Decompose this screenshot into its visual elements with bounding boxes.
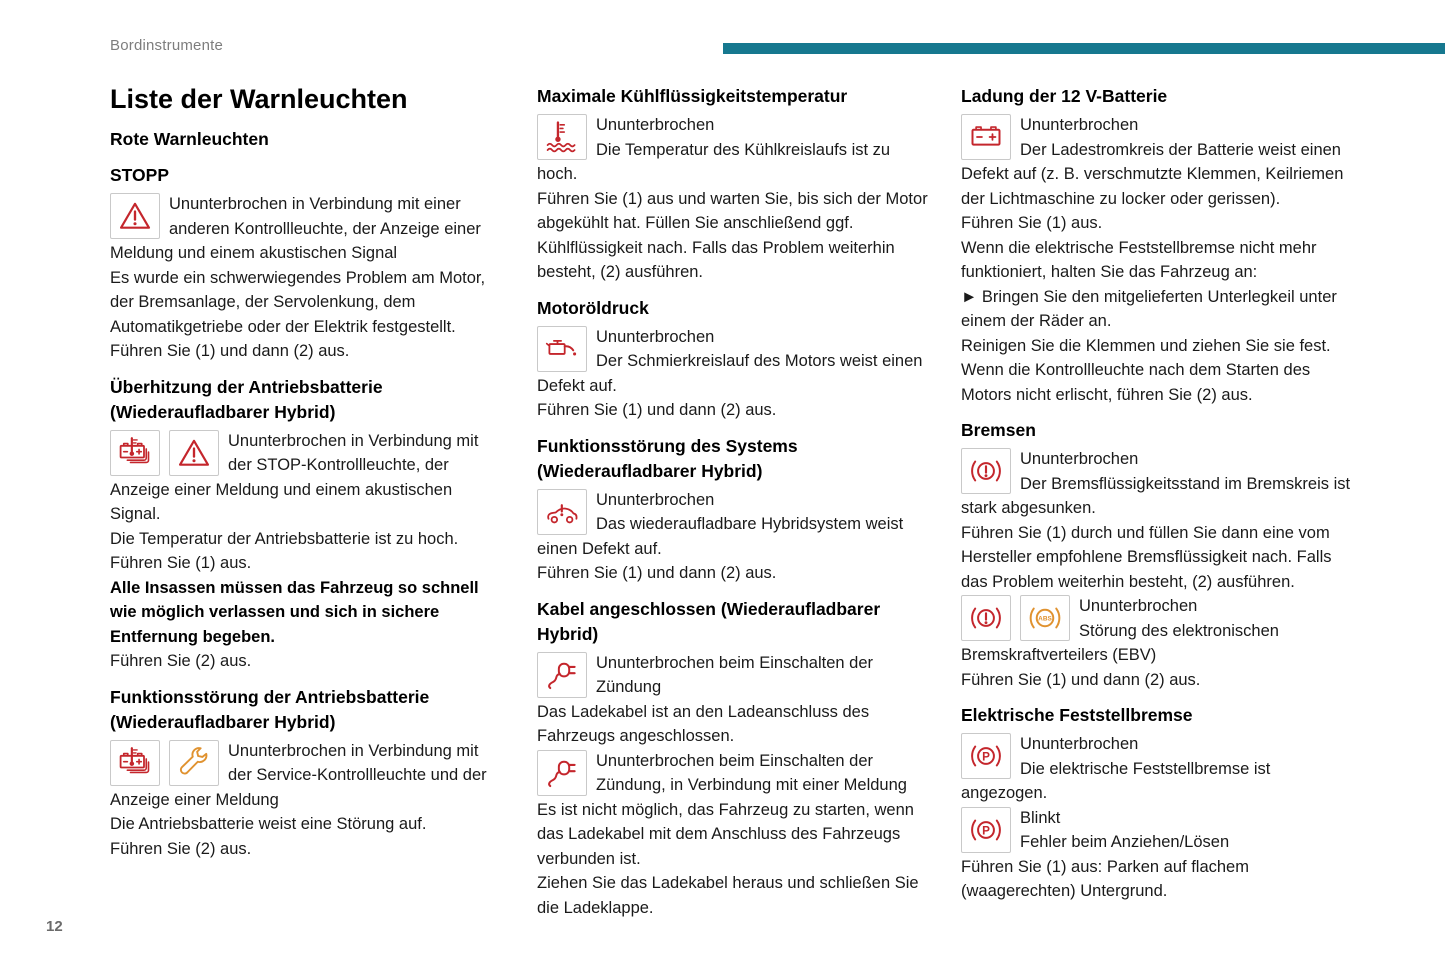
indicator-icon-box [1020,595,1070,641]
indicator-block [961,447,1355,594]
warning-section-heading: Ladung der 12 V-Batterie [961,86,1168,106]
indicator-paragraph: Ununterbrochen in Verbindung mit der STOP-Kontrollleuchte, der Anzeige einer Meldung und einem akustischen Signal. [110,431,479,523]
indicator-paragraph: Alle Insassen müssen das Fahrzeug so schnell wie möglich verlassen und sich in sichere Entfernung begeben. [110,578,479,646]
column-3 [961,84,1355,904]
indicator-paragraph: Führen Sie (1) durch und füllen Sie dann eine vom Hersteller empfohlene Bremsflüssigkeit nach. Falls das Problem weiterhin besteht, (2) ausführen. [961,523,1332,591]
battery-charge-icon [968,119,1004,155]
page-number: 12 [46,918,63,935]
indicator-paragraph: Ununterbrochen [1020,450,1139,468]
indicator-icon-box [537,750,587,796]
abs-icon [1027,600,1063,636]
warning-section-heading: Überhitzung der Antriebsbatterie (Wiederaufladbarer Hybrid) [110,376,383,422]
indicator-paragraph: Ziehen Sie das Ladekabel heraus und schließen Sie die Ladeklappe. [537,874,919,917]
warning-section-heading: Bremsen [961,420,1036,440]
indicator-paragraph: Die Temperatur des Kühlkreislaufs ist zu hoch. [537,140,891,183]
warning-section-heading: Kabel angeschlossen (Wiederaufladbarer Hybrid) [537,598,881,644]
warning-section-heading: Elektrische Feststellbremse [961,705,1193,725]
indicator-paragraph: Wenn die elektrische Feststellbremse nicht mehr funktioniert, halten Sie das Fahrzeug an: [961,238,1317,281]
content-columns [110,84,1355,920]
indicator-paragraph: Reinigen Sie die Klemmen und ziehen Sie sie fest. [961,336,1331,355]
indicator-paragraph: Blinkt [1020,808,1061,827]
indicator-icon-box [961,733,1011,779]
indicator-paragraph: Die Antriebsbatterie weist eine Störung auf. [110,815,427,833]
indicator-paragraph: Führen Sie (1) aus und warten Sie, bis sich der Motor abgekühlt hat. Füllen Sie anschließend ggf. Kühlflüssigkeit nach. Falls das Problem weiterhin besteht, (2) ausführen. [537,189,928,281]
column-1 [110,84,495,861]
indicator-block [537,325,933,423]
indicator-paragraph: Das wiederaufladbare Hybridsystem weist einen Defekt auf. [537,515,904,558]
indicator-paragraph: Führen Sie (2) aus. [110,839,252,858]
brake-warning-icon [968,600,1004,636]
indicator-icon-box [961,114,1011,160]
indicator-paragraph: Störung des elektronischen Bremskraftverteilers (EBV) [961,621,1279,664]
indicator-block [961,113,1355,407]
indicator-icon-box [110,430,160,476]
svg-text:P: P [982,750,990,764]
indicator-paragraph: Ununterbrochen [596,327,715,346]
column-2-sections [537,84,933,920]
indicator-paragraph: Ununterbrochen in Verbindung mit einer anderen Kontrollleuchte, der Anzeige einer Meldung und einem akustischen Signal [110,195,481,262]
section-subtitle: Rote Warnleuchten [110,129,269,149]
indicator-icon-box [537,489,587,535]
indicator-paragraph: Ununterbrochen [596,116,715,134]
indicator-icon-box [169,740,219,786]
column-2 [537,84,933,920]
brake-warning-icon [968,453,1004,489]
indicator-paragraph: Führen Sie (1) und dann (2) aus. [537,564,777,582]
coolant-temperature-icon [544,119,580,155]
column-1-sections [110,163,495,861]
svg-text:P: P [982,823,990,837]
indicator-block [961,732,1355,806]
indicator-icon-box [110,193,160,239]
svg-text:ABS: ABS [1038,615,1052,623]
indicator-icon-box [961,595,1011,641]
indicator-paragraph: Der Schmierkreislauf des Motors weist einen Defekt auf. [537,352,923,395]
indicator-paragraph: Die Temperatur der Antriebsbatterie ist zu hoch. [110,529,459,548]
indicator-paragraph: Führen Sie (1) und dann (2) aus. [961,670,1201,689]
indicator-icon-box [537,114,587,160]
indicator-paragraph: Ununterbrochen beim Einschalten der Zündung, in Verbindung mit einer Meldung [596,751,907,794]
indicator-block [961,594,1355,692]
warning-section-heading: Maximale Kühlflüssigkeitstemperatur [537,86,848,106]
indicator-paragraph: Der Bremsflüssigkeitsstand im Bremskreis ist stark abgesunken. [961,474,1351,517]
indicator-block [110,739,495,862]
indicator-paragraph: Führen Sie (1) aus. [961,214,1103,232]
parking-brake-icon [968,812,1004,848]
indicator-paragraph: Es wurde ein schwerwiegendes Problem am Motor, der Bremsanlage, der Servolenkung, dem Automatikgetriebe oder der Elektrik festgestellt. [110,268,486,336]
page-title: Liste der Warnleuchten [110,84,408,114]
indicator-paragraph: Ununterbrochen [1020,116,1139,134]
indicator-block [537,749,933,921]
indicator-icon-box [961,807,1011,853]
indicator-paragraph: Wenn die Kontrollleuchte nach dem Starten des Motors nicht erlischt, führen Sie (2) aus. [961,361,1311,404]
warning-section-heading: STOPP [110,165,170,185]
indicator-paragraph: Die elektrische Feststellbremse ist angezogen. [961,759,1271,802]
breadcrumb: Bordinstrumente [110,37,224,54]
indicator-paragraph: Der Ladestromkreis der Batterie weist einen Defekt auf (z. B. verschmutzte Klemmen, Keilriemen der Lichtmaschine zu locker oder gerissen). [961,140,1344,208]
indicator-block [537,113,933,285]
warning-triangle-icon [117,198,153,234]
indicator-block [537,651,933,749]
charging-cable-icon [544,657,580,693]
indicator-block [110,192,495,364]
warning-section-heading: Motoröldruck [537,297,649,318]
parking-brake-icon [968,738,1004,774]
indicator-block [110,429,495,674]
indicator-icon-box [110,740,160,786]
traction-battery-temperature-icon [117,745,153,781]
warning-section-heading: Funktionsstörung des Systems (Wiederaufladbarer Hybrid) [537,435,798,481]
hybrid-system-fault-car-icon [544,494,580,530]
indicator-icon-box [169,430,219,476]
warning-section-heading: Funktionsstörung der Antriebsbatterie (Wiederaufladbarer Hybrid) [110,686,430,732]
indicator-paragraph: Führen Sie (2) aus. [110,652,252,670]
indicator-block [961,806,1355,904]
charging-cable-icon [544,755,580,791]
indicator-icon-box [537,652,587,698]
indicator-icon-box [961,448,1011,494]
indicator-paragraph: Führen Sie (1) und dann (2) aus. [537,401,777,419]
column-3-sections [961,84,1355,904]
indicator-paragraph: Ununterbrochen [596,490,715,509]
indicator-paragraph: Ununterbrochen in Verbindung mit der Service-Kontrollleuchte und der Anzeige einer Meldung [110,741,487,809]
service-wrench-icon [176,745,212,781]
indicator-paragraph: Führen Sie (1) aus: Parken auf flachem (waagerechten) Untergrund. [961,857,1249,900]
engine-oil-pressure-icon [544,331,580,367]
indicator-paragraph: Das Ladekabel ist an den Ladeanschluss des Fahrzeugs angeschlossen. [537,702,870,745]
indicator-block [537,488,933,586]
warning-triangle-icon [176,435,212,471]
traction-battery-temperature-icon [117,435,153,471]
indicator-paragraph: ► Bringen Sie den mitgelieferten Unterlegkeil unter einem der Räder an. [961,287,1337,330]
indicator-icon-box [537,326,587,372]
indicator-paragraph: Ununterbrochen [1020,735,1139,753]
indicator-paragraph: Fehler beim Anziehen/Lösen [1020,833,1230,851]
indicator-paragraph: Ununterbrochen beim Einschalten der Zündung [596,653,873,696]
indicator-paragraph: Führen Sie (1) und dann (2) aus. [110,342,350,360]
indicator-paragraph: Führen Sie (1) aus. [110,554,252,572]
indicator-paragraph: Es ist nicht möglich, das Fahrzeug zu starten, wenn das Ladekabel mit dem Anschluss des Fahrzeugs verbunden ist. [537,800,914,868]
indicator-paragraph: Ununterbrochen [1079,597,1198,615]
header-accent-bar [723,43,1445,54]
